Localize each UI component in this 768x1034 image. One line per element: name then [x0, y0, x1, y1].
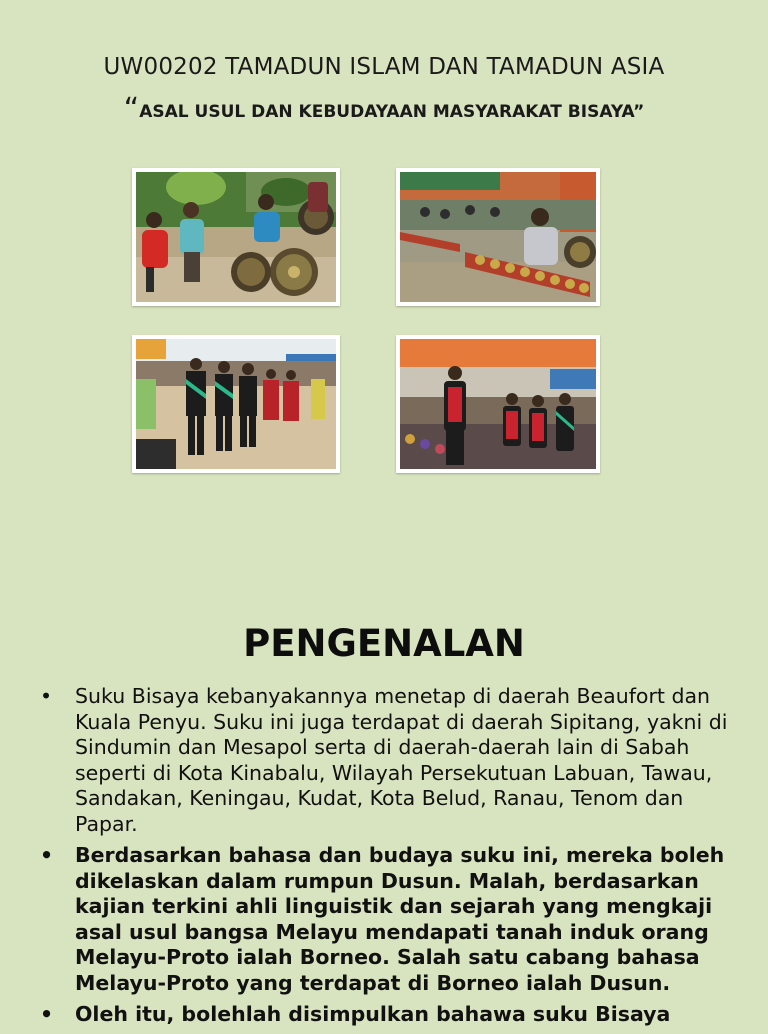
bullet-text: Berdasarkan bahasa dan budaya suku ini, mereka boleh dikelaskan dalam rumpun Dusun. Malah, berdasarkan kajian terkini ahli linguistik dan sejarah yang mengkaji asal usul bangsa Melayu mendapati tanah induk orang Melayu-Proto ialah Borneo. Salah satu cabang bahasa Melayu-Proto yang terdapat di Borneo ialah Dusun. [75, 843, 725, 995]
course-title: UW00202 TAMADUN ISLAM DAN TAMADUN ASIA [103, 54, 665, 80]
subtitle-text: ASAL USUL DAN KEBUDAYAAN MASYARAKAT BISAYA” [139, 102, 645, 122]
bullet-list [40, 684, 740, 1034]
slide-heading: PENGENALAN [243, 622, 525, 665]
bullet-point: • [40, 843, 54, 867]
introduction-slide [0, 600, 768, 1024]
bullet-point: • [40, 684, 53, 708]
children-playing-gongs-photo [132, 168, 340, 306]
female-dancers-stage-photo [396, 335, 600, 473]
bullet-text: Suku Bisaya kebanyakannya menetap di daerah Beaufort dan Kuala Penyu. Suku ini juga terdapat di daerah Sipitang, yakni di Sindumin dan Mesapol serta di daerah-daerah lain di Sabah seperti di Kota Kinabalu, Wilayah Persekutuan Labuan, Tawau, Sandakan, Keningau, Kudat, Kota Belud, Ranau, Tenom dan Papar. [75, 684, 728, 836]
open-quote: “ [123, 92, 140, 127]
bullet-text: Oleh itu, bolehlah disimpulkan bahawa suku Bisaya [75, 1002, 671, 1026]
list-item [40, 684, 740, 837]
bullet-point: • [40, 1002, 54, 1026]
slide-subtitle [0, 92, 768, 127]
procession-dancers-photo [132, 335, 340, 473]
list-item [40, 843, 740, 996]
man-playing-kulintangan-photo [396, 168, 600, 306]
